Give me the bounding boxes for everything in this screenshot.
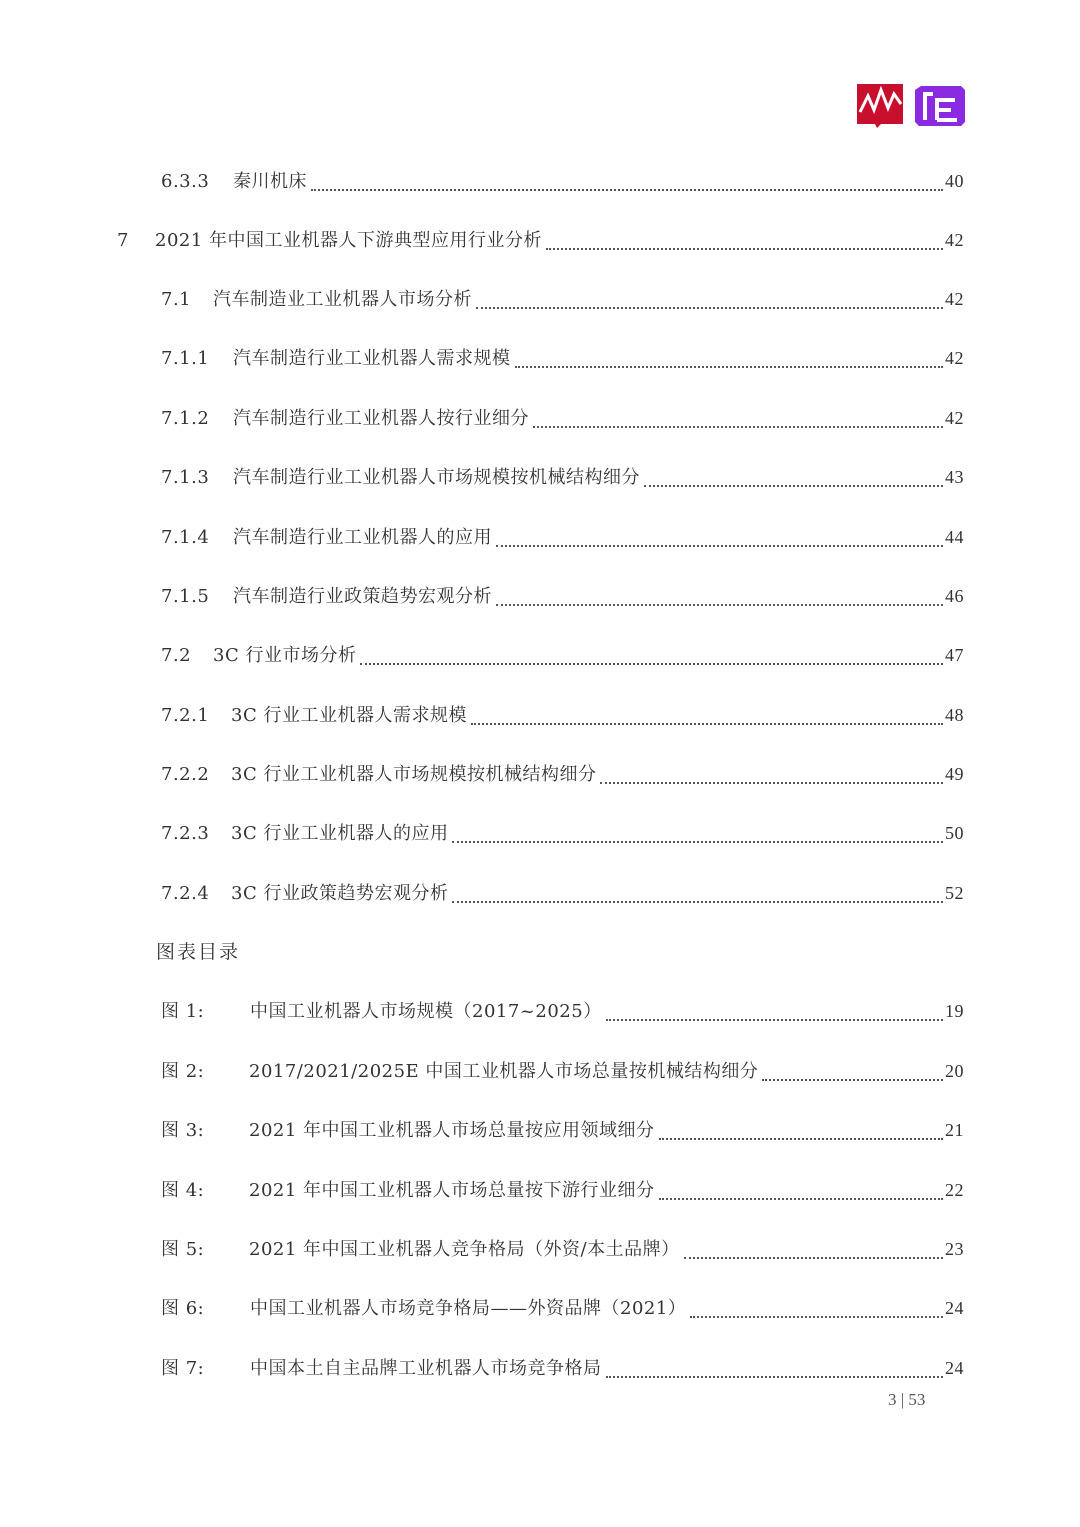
toc-title: 3C 行业市场分析 <box>213 645 357 666</box>
toc-number: 7.2.1 <box>161 705 210 726</box>
figure-title: 中国工业机器人市场竞争格局——外资品牌（2021） <box>250 1298 687 1319</box>
toc-number: 7.2.3 <box>161 823 210 844</box>
dot-leader <box>471 723 943 725</box>
toc-page-number: 46 <box>945 586 964 606</box>
toc-number: 7.1 <box>161 289 192 310</box>
dot-leader <box>360 663 943 665</box>
figure-page-number: 19 <box>945 1001 964 1021</box>
logo-icon <box>857 80 967 128</box>
dot-leader <box>659 1138 943 1140</box>
dot-leader <box>452 901 943 903</box>
page-indicator: 3 | 53 <box>888 1390 926 1409</box>
toc-page-number: 40 <box>945 171 964 191</box>
toc-title: 汽车制造行业工业机器人的应用 <box>233 527 492 548</box>
dot-leader <box>476 307 943 309</box>
figure-entry[interactable] <box>161 996 964 1026</box>
toc-number: 7.2.4 <box>161 883 210 904</box>
figure-title: 2017/2021/2025E 中国工业机器人市场总量按机械结构细分 <box>249 1061 759 1082</box>
toc-page-number: 42 <box>945 289 964 309</box>
toc-number: 7.1.5 <box>161 586 210 607</box>
figure-title: 中国工业机器人市场规模（2017~2025） <box>250 1001 602 1022</box>
toc-page-number: 49 <box>945 764 964 784</box>
figure-page-number: 23 <box>945 1239 964 1259</box>
toc-title: 秦川机床 <box>233 171 307 192</box>
toc-entry[interactable] <box>161 284 964 314</box>
figure-title: 2021 年中国工业机器人竞争格局（外资/本土品牌） <box>249 1239 680 1260</box>
dot-leader <box>762 1079 943 1081</box>
toc-page-number: 47 <box>945 645 964 665</box>
figure-title: 2021 年中国工业机器人市场总量按应用领域细分 <box>249 1120 655 1141</box>
figure-page-number: 20 <box>945 1061 964 1081</box>
figure-entry[interactable] <box>161 1115 964 1145</box>
toc-number: 7.2 <box>161 645 192 666</box>
toc-number: 7.1.1 <box>161 348 210 369</box>
dot-leader <box>644 485 943 487</box>
dot-leader <box>533 426 943 428</box>
figure-number: 图 5: <box>161 1239 205 1260</box>
toc-title: 2021 年中国工业机器人下游典型应用行业分析 <box>155 230 543 251</box>
figures-heading: 图表目录 <box>156 941 241 963</box>
toc-page-number: 42 <box>945 230 964 250</box>
toc-title: 3C 行业政策趋势宏观分析 <box>231 883 449 904</box>
dot-leader <box>452 841 943 843</box>
dot-leader <box>546 248 943 250</box>
dot-leader <box>600 782 943 784</box>
figure-title: 2021 年中国工业机器人市场总量按下游行业细分 <box>249 1180 655 1201</box>
toc-title: 3C 行业工业机器人市场规模按机械结构细分 <box>231 764 597 785</box>
figure-number: 图 1: <box>161 1001 205 1022</box>
dot-leader <box>690 1316 943 1318</box>
toc-title: 3C 行业工业机器人的应用 <box>231 823 449 844</box>
figure-page-number: 22 <box>945 1180 964 1200</box>
toc-title: 汽车制造业工业机器人市场分析 <box>213 289 472 310</box>
dot-leader <box>496 545 943 547</box>
figure-number: 图 7: <box>161 1358 205 1379</box>
toc-number: 7.1.4 <box>161 527 210 548</box>
toc-entry[interactable] <box>161 522 964 552</box>
toc-title: 汽车制造行业工业机器人需求规模 <box>233 348 511 369</box>
dot-leader <box>606 1376 944 1378</box>
toc-title: 汽车制造行业工业机器人按行业细分 <box>233 408 529 429</box>
toc-entry[interactable] <box>161 700 964 730</box>
figure-entry[interactable] <box>161 1353 964 1383</box>
figure-entry[interactable] <box>161 1234 964 1264</box>
figure-page-number: 21 <box>945 1120 964 1140</box>
toc-entry[interactable] <box>161 166 964 196</box>
dot-leader <box>606 1019 943 1021</box>
toc-title: 汽车制造行业政策趋势宏观分析 <box>233 586 492 607</box>
figure-number: 图 6: <box>161 1298 205 1319</box>
dot-leader <box>659 1198 943 1200</box>
figure-entry[interactable] <box>161 1175 964 1205</box>
toc-page-number: 50 <box>945 823 964 843</box>
toc-page-number: 44 <box>945 527 964 547</box>
toc-page-number: 52 <box>945 883 964 903</box>
toc-number: 7.2.2 <box>161 764 210 785</box>
figure-number: 图 2: <box>161 1061 205 1082</box>
toc-number: 6.3.3 <box>161 171 210 192</box>
toc-number: 7.1.3 <box>161 467 210 488</box>
toc-entry[interactable] <box>161 818 964 848</box>
figure-entry[interactable] <box>161 1056 964 1086</box>
toc-number: 7.1.2 <box>161 408 210 429</box>
figure-page-number: 24 <box>945 1298 964 1318</box>
dot-leader <box>496 604 943 606</box>
toc-entry[interactable] <box>161 403 964 433</box>
dot-leader <box>684 1257 943 1259</box>
figure-title: 中国本土自主品牌工业机器人市场竞争格局 <box>250 1358 602 1379</box>
toc-page-number: 42 <box>945 348 964 368</box>
toc-page-number: 48 <box>945 705 964 725</box>
figure-number: 图 3: <box>161 1120 205 1141</box>
toc-entry[interactable] <box>161 640 964 670</box>
toc-entry[interactable] <box>161 759 964 789</box>
toc-entry[interactable] <box>161 343 964 373</box>
toc-entry[interactable] <box>161 462 964 492</box>
toc-entry[interactable] <box>161 878 964 908</box>
toc-title: 汽车制造行业工业机器人市场规模按机械结构细分 <box>233 467 640 488</box>
figure-number: 图 4: <box>161 1180 205 1201</box>
toc-entry[interactable] <box>117 225 964 255</box>
brand-logo <box>857 80 967 128</box>
toc-page-number: 42 <box>945 408 964 428</box>
figure-page-number: 24 <box>945 1358 964 1378</box>
toc-title: 3C 行业工业机器人需求规模 <box>231 705 467 726</box>
toc-entry[interactable] <box>161 581 964 611</box>
figure-entry[interactable] <box>161 1293 964 1323</box>
toc-page-number: 43 <box>945 467 964 487</box>
dot-leader <box>311 189 943 191</box>
toc-number: 7 <box>117 230 129 251</box>
dot-leader <box>515 366 944 368</box>
